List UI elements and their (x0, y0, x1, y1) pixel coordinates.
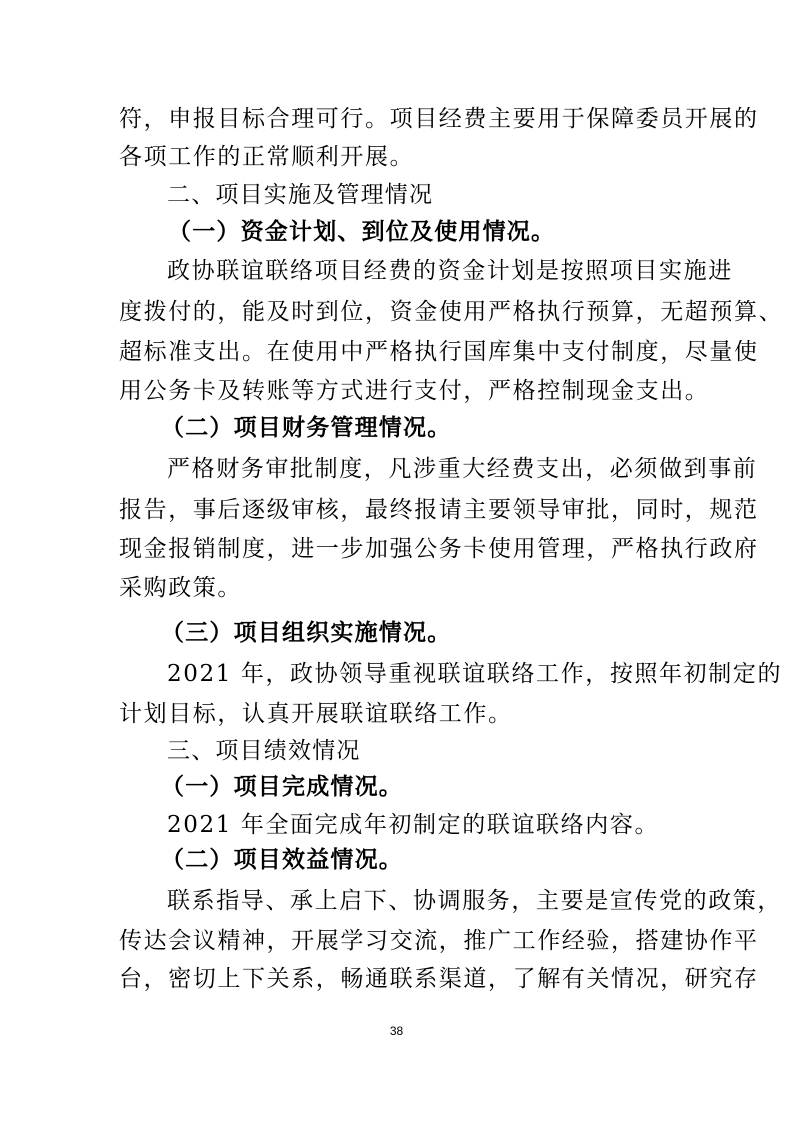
paragraph-line: 计划目标，认真开展联谊联络工作。 (119, 701, 513, 727)
paragraph-line: 度拨付的，能及时到位，资金使用严格执行预算，无超预算、 (119, 299, 784, 325)
subsection-heading: （二）项目财务管理情况。 (161, 415, 452, 441)
subsection-heading: （三）项目组织实施情况。 (161, 620, 452, 646)
paragraph-line: 2021 年全面完成年初制定的联谊联络内容。 (167, 812, 660, 838)
paragraph-line: 现金报销制度，进一步加强公务卡使用管理，严格执行政府 (119, 536, 759, 562)
page-number: 38 (389, 1024, 404, 1038)
paragraph-line: 2021 年，政协领导重视联谊联络工作，按照年初制定的 (167, 661, 783, 687)
paragraph-line: 政协联谊联络项目经费的资金计划是按照项目实施进 (167, 258, 733, 284)
section-heading: 二、项目实施及管理情况 (167, 182, 434, 208)
paragraph-line: 采购政策。 (119, 575, 242, 601)
paragraph-line: 符，申报目标合理可行。项目经费主要用于保障委员开展的 (119, 106, 759, 132)
paragraph-line: 超标准支出。在使用中严格执行国库集中支付制度，尽量使 (119, 339, 759, 365)
subsection-heading: （一）项目完成情况。 (161, 774, 403, 800)
paragraph-line: 联系指导、承上启下、协调服务，主要是宣传党的政策， (167, 888, 782, 914)
paragraph-line: 传达会议精神，开展学习交流，推广工作经验，搭建协作平 (119, 928, 759, 954)
paragraph-line: 严格财务审批制度，凡涉重大经费支出，必须做到事前 (167, 456, 758, 482)
subsection-heading: （二）项目效益情况。 (161, 847, 403, 873)
section-heading: 三、项目绩效情况 (167, 738, 361, 764)
subsection-heading: （一）资金计划、到位及使用情况。 (168, 219, 556, 245)
paragraph-line: 各项工作的正常顺利开展。 (119, 144, 415, 170)
paragraph-line: 用公务卡及转账等方式进行支付，严格控制现金支出。 (119, 378, 710, 404)
paragraph-line: 台，密切上下关系，畅通联系渠道，了解有关情况，研究存 (119, 966, 759, 992)
paragraph-line: 报告，事后逐级审核，最终报请主要领导审批，同时，规范 (119, 497, 759, 523)
